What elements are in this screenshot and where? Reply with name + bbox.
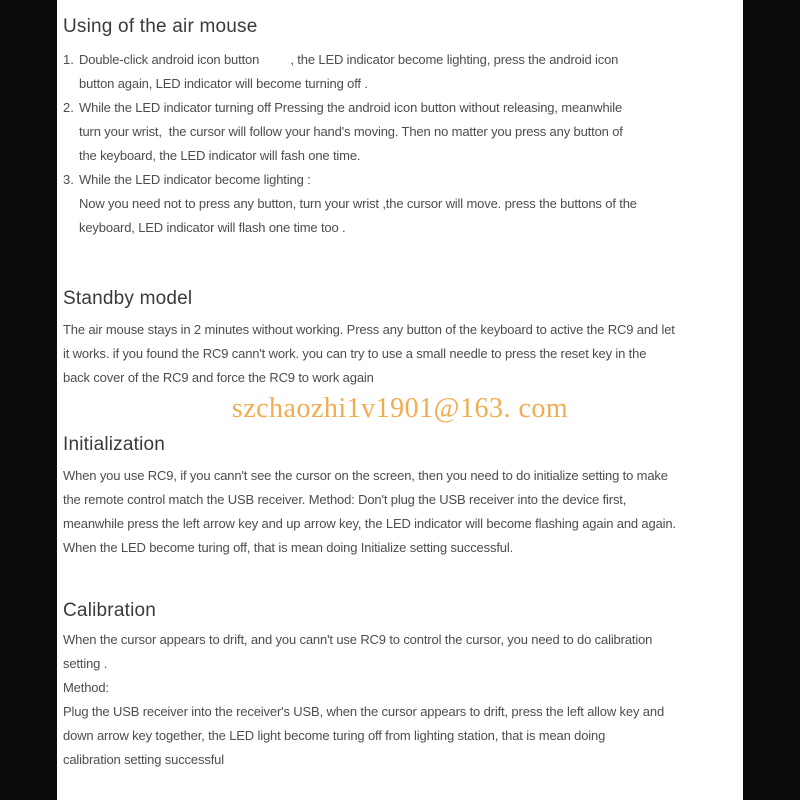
paragraph-line: When the LED become turing off, that is mean doing Initialize setting successful. bbox=[63, 540, 514, 555]
paragraph-line: setting . bbox=[63, 656, 108, 671]
list-item-line: While the LED indicator turning off Pressing the android icon button without releasing, meanwhile bbox=[79, 100, 623, 115]
list-item-line: turn your wrist, the cursor will follow your hand's moving. Then no matter you press any button of bbox=[79, 124, 623, 139]
paragraph-line: Plug the USB receiver into the receiver's USB, when the cursor appears to drift, press the left allow key and bbox=[63, 704, 665, 719]
list-item-line: Double-click android icon button , the LED indicator become lighting, press the android icon bbox=[79, 52, 619, 67]
paragraph-line: back cover of the RC9 and force the RC9 to work again bbox=[63, 370, 374, 385]
watermark-text: szchaozhi1v1901@163. com bbox=[231, 393, 569, 424]
list-item-line: Now you need not to press any button, turn your wrist ,the cursor will move. press the buttons of the bbox=[79, 196, 637, 211]
list-item-text bbox=[79, 96, 743, 168]
list-item-text bbox=[79, 48, 743, 96]
right-black-bar bbox=[743, 0, 800, 800]
section-title-calibration: Calibration bbox=[63, 600, 157, 621]
paragraph-line: the remote control match the USB receiver. Method: Don't plug the USB receiver into the device first, bbox=[63, 492, 627, 507]
initialization-paragraph bbox=[63, 464, 743, 560]
list-item-1 bbox=[63, 48, 743, 96]
manual-page bbox=[57, 0, 743, 772]
list-item-number: 1. bbox=[63, 52, 74, 67]
left-black-bar bbox=[0, 0, 57, 800]
usage-list bbox=[63, 48, 743, 240]
list-item-3 bbox=[63, 168, 743, 240]
paragraph-line: it works. if you found the RC9 cann't work. you can try to use a small needle to press the reset key in the bbox=[63, 346, 647, 361]
section-title-usage: Using of the air mouse bbox=[63, 16, 258, 37]
paragraph-line: Method: bbox=[63, 680, 109, 695]
section-title-standby: Standby model bbox=[63, 288, 193, 309]
list-item-text bbox=[79, 168, 743, 240]
list-item-number: 3. bbox=[63, 172, 74, 187]
list-item-number: 2. bbox=[63, 100, 74, 115]
section-title-initialization: Initialization bbox=[63, 434, 166, 455]
list-item-line: button again, LED indicator will become turning off . bbox=[79, 76, 368, 91]
list-item-line: the keyboard, the LED indicator will fash one time. bbox=[79, 148, 361, 163]
paragraph-line: down arrow key together, the LED light become turing off from lighting station, that is mean doing bbox=[63, 728, 606, 743]
calibration-paragraph bbox=[63, 628, 743, 772]
paragraph-line: calibration setting successful bbox=[63, 752, 224, 767]
paragraph-line: When the cursor appears to drift, and you cann't use RC9 to control the cursor, you need to do calibration bbox=[63, 632, 653, 647]
list-item-2 bbox=[63, 96, 743, 168]
paragraph-line: meanwhile press the left arrow key and up arrow key, the LED indicator will become flashing again and again. bbox=[63, 516, 676, 531]
standby-paragraph bbox=[63, 318, 743, 390]
list-item-line: keyboard, LED indicator will flash one time too . bbox=[79, 220, 346, 235]
paragraph-line: The air mouse stays in 2 minutes without working. Press any button of the keyboard to active the RC9 and let bbox=[63, 322, 675, 337]
paragraph-line: When you use RC9, if you cann't see the cursor on the screen, then you need to do initialize setting to make bbox=[63, 468, 668, 483]
list-item-line: While the LED indicator become lighting : bbox=[79, 172, 311, 187]
